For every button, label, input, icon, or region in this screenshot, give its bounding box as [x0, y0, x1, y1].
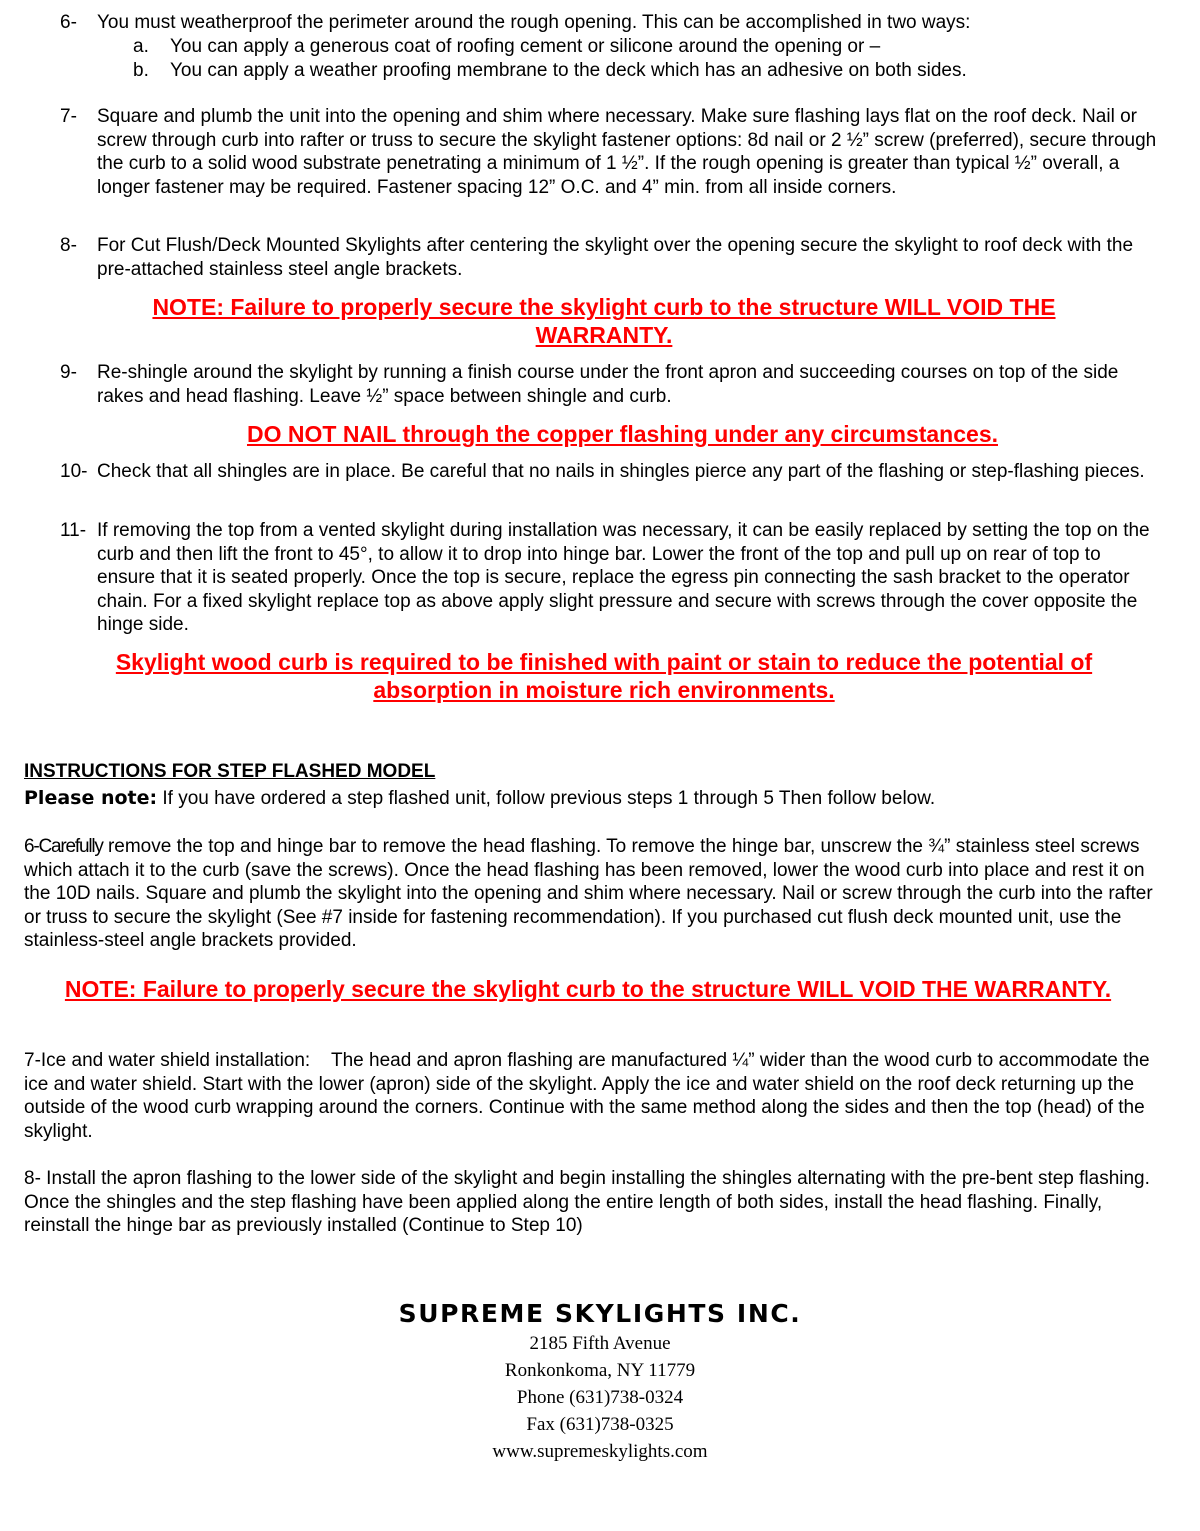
step-number: 6-	[60, 12, 77, 33]
step-text: If removing the top from a vented skylight during installation was necessary, it can be easily replaced by setting the top on the curb and then lift the front to 45°, to allow it to drop into hinge bar. Lower the front of the top and pull up on rear of top to ensure that it is seated properly. Once the top is secure, replace the egress pin connecting the sash bracket to the operator chain. For a fixed skylight replace top as above apply slight pressure and secure with screws through the cover opposite the hinge side.	[97, 520, 1150, 635]
step-10	[60, 460, 1160, 484]
please-note-label: Please note:	[24, 787, 158, 809]
step-number: 11-	[60, 520, 87, 541]
step-number: 10-	[60, 461, 88, 482]
step-8	[60, 234, 1160, 281]
step-7	[60, 105, 1160, 199]
warranty-note: NOTE: Failure to properly secure the skylight curb to the structure WILL VOID THE WARRANTY.	[152, 294, 1056, 348]
please-note-text: If you have ordered a step flashed unit, follow previous steps 1 through 5 Then follow below.	[157, 788, 936, 809]
do-not-nail-note: DO NOT NAIL through the copper flashing under any circumstances.	[246, 421, 998, 447]
step-6-option-b	[133, 59, 1133, 83]
warranty-note-2: NOTE: Failure to properly secure the skylight curb to the structure WILL VOID THE WARRANTY.	[64, 976, 1112, 1002]
option-text: You can apply a weather proofing membrane to the deck which has an adhesive on both sides.	[170, 60, 967, 81]
step-text: Re-shingle around the skylight by running a finish course under the front apron and succeeding courses on top of the side rakes and head flashing. Leave ½” space between shingle and curb.	[97, 362, 1119, 407]
step-flashed-paragraph-8: 8- Install the apron flashing to the lower side of the skylight and begin installing the shingles alternating with the pre-bent step flashing. Once the shingles and the step flashing have been applied along the entire length of both sides, install the head flashing. Finally, reinstall the hinge bar as previously installed (Continue to Step 10)	[24, 1168, 1150, 1236]
step-11	[60, 519, 1160, 637]
option-letter: a.	[133, 36, 149, 57]
step-9	[60, 361, 1160, 408]
step-text: You must weatherproof the perimeter around the rough opening. This can be accomplished in two ways:	[97, 12, 971, 33]
step-6	[60, 11, 1160, 35]
step-text: Square and plumb the unit into the opening and shim where necessary. Make sure flashing lays flat on the roof deck. Nail or screw through curb into rafter or truss to secure the skylight fastener options: 8d nail or 2 ½” screw (preferred), secure through the curb to a solid wood substrate penetrating a minimum of 1 ½”. If the rough opening is greater than typical ½” overall, a longer fastener may be required. Fastener spacing 12” O.C. and 4” min. from all inside corners.	[97, 106, 1157, 198]
wood-curb-note: Skylight wood curb is required to be finished with paint or stain to reduce the potential of absorption in moisture rich environments.	[115, 649, 1093, 703]
company-footer	[0, 1299, 1200, 1465]
step-flashed-paragraph-7: 7-Ice and water shield installation: The head and apron flashing are manufactured ¼” wider than the wood curb to accommodate the ice and water shield. Start with the lower (apron) side of the skylight. Apply the ice and water shield on the roof deck returning up the outside of the wood curb wrapping around the corners. Continue with the same method along the sides and then the top (head) of the skylight.	[24, 1050, 1155, 1142]
fax-number: Fax (631)738-0325	[526, 1413, 674, 1435]
step-number: 8-	[60, 235, 77, 256]
website-link: www.supremeskylights.com	[492, 1440, 708, 1462]
company-name: SUPREME SKYLIGHTS INC.	[398, 1299, 802, 1328]
option-letter: b.	[133, 60, 149, 81]
step-number: 7-	[60, 106, 77, 127]
step-number: 9-	[60, 362, 77, 383]
paragraph-lead: 6-Carefully	[24, 836, 103, 857]
phone-number: Phone (631)738-0324	[516, 1386, 684, 1408]
please-note	[24, 787, 935, 811]
step-text: Check that all shingles are in place. Be careful that no nails in shingles pierce any part of the flashing or step-flashing pieces.	[97, 461, 1145, 482]
step-flashed-paragraph-6	[24, 835, 1164, 953]
section-heading: INSTRUCTIONS FOR STEP FLASHED MODEL	[24, 761, 436, 782]
city-address: Ronkonkoma, NY 11779	[504, 1359, 696, 1381]
step-6-option-a	[133, 35, 1133, 59]
option-text: You can apply a generous coat of roofing cement or silicone around the opening or –	[170, 36, 881, 57]
paragraph-text: remove the top and hinge bar to remove the head flashing. To remove the hinge bar, unscrew the ¾” stainless steel screws which attach it to the curb (save the screws). Once the head flashing has been removed, lower the wood curb into place and rest it on the 10D nails. Square and plumb the skylight into the opening and shim where necessary. Nail or screw through the curb into the rafter or truss to secure the skylight (See #7 inside for fastening recommendation). If you purchased cut flush deck mounted unit, use the stainless-steel angle brackets provided.	[24, 836, 1153, 951]
step-text: For Cut Flush/Deck Mounted Skylights after centering the skylight over the opening secure the skylight to roof deck with the pre-attached stainless steel angle brackets.	[97, 235, 1134, 280]
street-address: 2185 Fifth Avenue	[529, 1332, 671, 1354]
